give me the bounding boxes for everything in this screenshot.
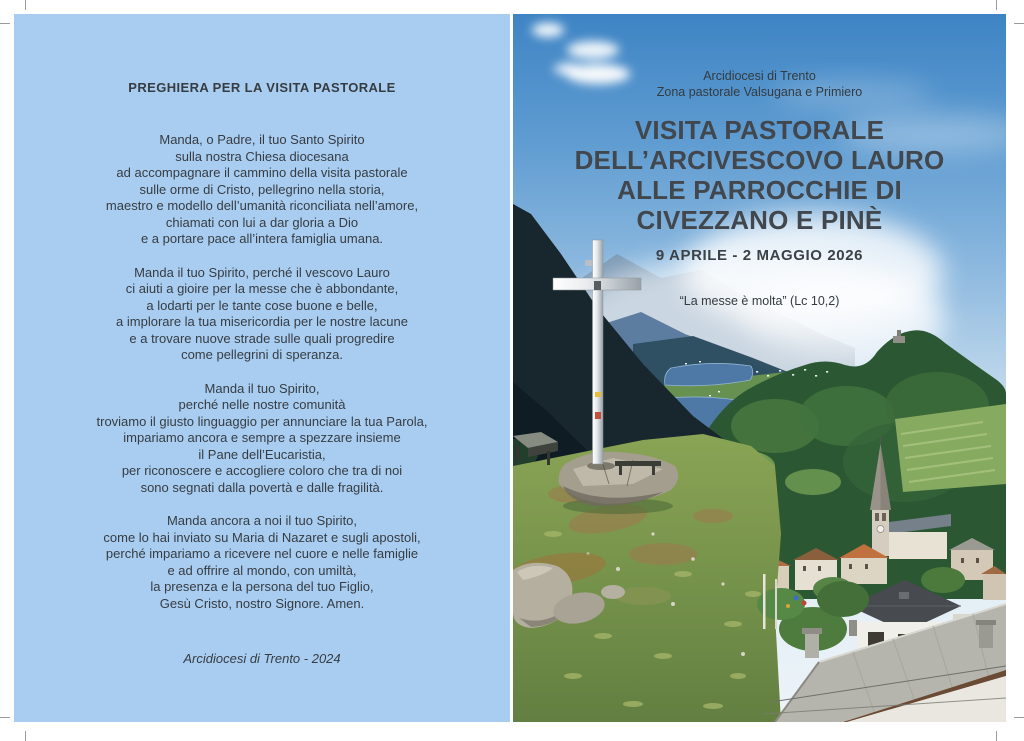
diocese-name: Arcidiocesi di Trento — [703, 69, 816, 83]
cover-header — [513, 68, 1006, 100]
prayer-line: Gesù Cristo, nostro Signore. Amen. — [159, 595, 365, 611]
prayer-line: perché nelle nostre comunità — [178, 397, 346, 412]
prayer-paragraph-3 — [14, 381, 510, 497]
prayer-line: come lo hai inviato su Maria di Nazaret e sugli apostoli, — [103, 529, 421, 545]
crop-mark — [0, 23, 10, 24]
crop-mark — [996, 731, 997, 741]
cover-title-line: ALLE PARROCCHIE DI — [617, 175, 902, 205]
crop-mark — [1014, 717, 1024, 718]
prayer-line: come pellegrini di speranza. — [181, 347, 343, 362]
crop-mark — [996, 0, 997, 10]
crop-mark — [0, 717, 10, 718]
prayer-line: impariamo ancora e sempre a spezzare insieme — [123, 430, 401, 445]
prayer-line: Manda il tuo Spirito, — [204, 380, 320, 396]
prayer-line: troviamo il giusto linguaggio per annunciare la tua Parola, — [96, 413, 428, 429]
prayer-line: Manda, o Padre, il tuo Santo Spirito — [159, 132, 365, 147]
prayer-line: e ad offrire al mondo, con umiltà, — [167, 562, 357, 578]
prayer-credit: Arcidiocesi di Trento - 2024 — [183, 651, 341, 666]
pastoral-zone: Zona pastorale Valsugana e Primiero — [656, 85, 863, 99]
prayer-paragraph-2 — [14, 265, 510, 364]
cover-page — [513, 14, 1006, 722]
prayer-line: ad accompagnare il cammino della visita pastorale — [116, 165, 408, 180]
cover-title-line: VISITA PASTORALE — [634, 115, 885, 145]
prayer-line: perché impariamo a ricevere nel cuore e nelle famiglie — [105, 546, 419, 561]
prayer-line: per riconoscere e accogliere coloro che tra di noi — [121, 463, 403, 478]
cover-title-line: DELL’ARCIVESCOVO LAURO — [574, 145, 945, 175]
prayer-line: sulla nostra Chiesa diocesana — [175, 148, 349, 164]
prayer-line: e a trovare nuove strade sulle quali progredire — [129, 330, 395, 346]
prayer-line: chiamati con lui a dar gloria a Dio — [165, 214, 359, 230]
prayer-line: maestro e modello dell’umanità riconciliata nell’amore, — [105, 198, 419, 213]
visit-dates: 9 APRILE - 2 MAGGIO 2026 — [655, 247, 864, 264]
cover-title — [513, 115, 1006, 235]
prayer-line: Manda ancora a noi il tuo Spirito, — [166, 513, 358, 528]
prayer-page — [14, 14, 510, 722]
scripture-quote: “La messe è molta” (Lc 10,2) — [679, 294, 840, 308]
crop-mark — [25, 731, 26, 741]
prayer-line: Manda il tuo Spirito, perché il vescovo Lauro — [134, 264, 390, 280]
prayer-paragraph-4 — [14, 513, 510, 612]
prayer-line: sono segnati dalla povertà e dalle fragilità. — [140, 479, 384, 495]
prayer-title: PREGHIERA PER LA VISITA PASTORALE — [128, 80, 396, 95]
cover-text — [513, 14, 1006, 722]
prayer-line: la presenza e la persona del tuo Figlio, — [150, 579, 374, 594]
cover-title-line: CIVEZZANO E PINÈ — [636, 205, 883, 235]
prayer-paragraph-1 — [14, 132, 510, 248]
prayer-line: ci aiuti a gioire per la messe che è abbondante, — [125, 281, 399, 296]
crop-mark — [1014, 23, 1024, 24]
prayer-line: il Pane dell’Eucaristia, — [198, 446, 326, 462]
prayer-line: a lodarti per le tante cose buone e belle, — [146, 297, 378, 313]
prayer-line: sulle orme di Cristo, pellegrino nella storia, — [139, 181, 385, 197]
prayer-line: a implorare la tua misericordia per le nostre lacune — [116, 314, 408, 329]
prayer-line: e a portare pace all’intera famiglia umana. — [140, 231, 384, 246]
crop-mark — [25, 0, 26, 10]
